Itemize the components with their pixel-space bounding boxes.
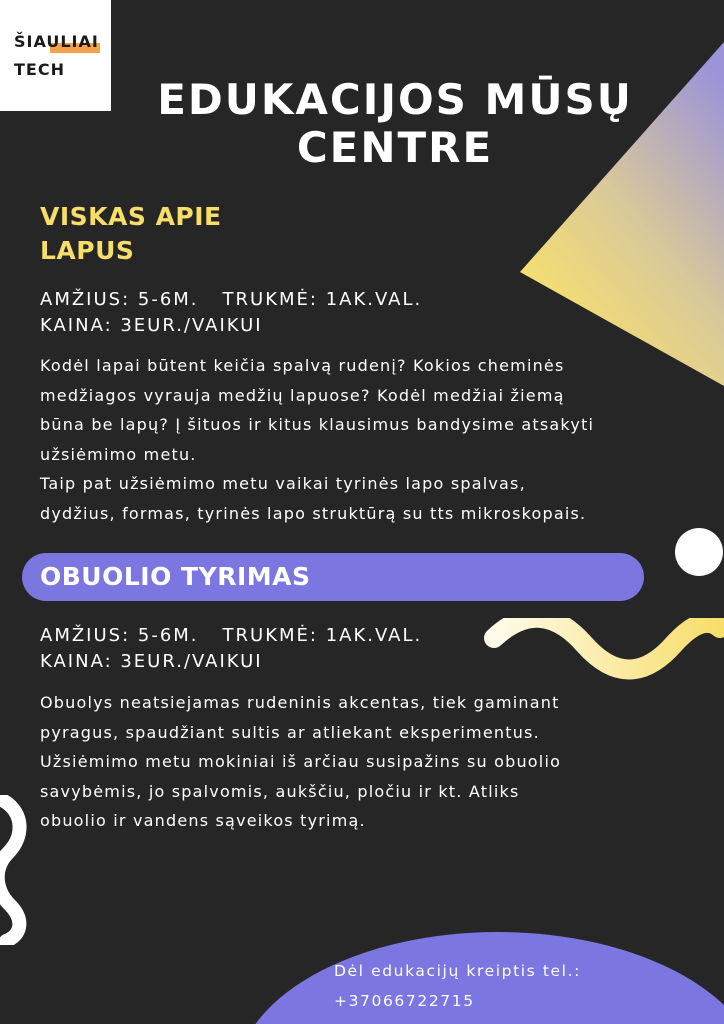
section2-duration: TRUKMĖ: 1AK.VAL. [222,625,423,646]
section1-text-line: Kodėl lapai būtent keičia spalvą rudenį? Kokios cheminės [40,356,565,375]
section2-text-line: obuolio ir vandens sąveikos tyrimą. [40,811,366,830]
section1-title [40,200,222,268]
section2-price: KAINA: 3EUR./VAIKUI [40,651,263,672]
section1-title-line2: LAPUS [40,236,135,265]
section2-age: AMŽIUS: 5-6M. [40,625,199,646]
section1-text-line: užsiėmimo metu. [40,444,197,464]
section2-title-pill [22,553,644,601]
section2-text-line: Užsiėmimo metu mokiniai iš arčiau susipažins su obuolio [40,752,562,771]
section2-text-line: pyragus, spaudžiant sultis ar atliekant eksperimentus. [40,722,540,742]
section2-text-line: Obuolys neatsiejamas rudeninis akcentas, tiek gaminant [40,693,560,712]
section2-title: OBUOLIO TYRIMAS [40,562,311,591]
logo-line2: TECH [14,60,65,79]
section1-title-line1: VISKAS APIE [40,202,222,231]
section1-text-line: būna be lapų? Į šituos ir kitus klausimus bandysime atsakyti [40,415,595,434]
page-title-line2: CENTRE [296,123,494,172]
section1-price: KAINA: 3EUR./VAIKUI [40,315,263,336]
logo-line1: ŠIAULIAI [14,32,99,51]
section1-text-line: Taip pat užsiėmimo metu vaikai tyrinės lapo spalvas, [40,474,526,493]
page-title-line1: EDUKACIJOS MŪSŲ [157,75,633,124]
contact-phone: +37066722715 [334,992,475,1010]
section1-duration: TRUKMĖ: 1AK.VAL. [222,289,423,310]
contact-label: Dėl edukacijų kreiptis tel.: [334,962,581,980]
page-title [100,76,690,172]
section2-text-line: savybėmis, jo spalvomis, aukščiu, pločiu ir kt. Atliks [40,781,520,801]
section1-text-line: dydžius, formas, tyrinės lapo struktūrą su tts mikroskopais. [40,503,587,523]
section2-meta [40,623,422,675]
contact-info [334,956,581,1016]
logo [0,0,111,111]
section1-text-line: medžiagos vyrauja medžių lapuose? Kodėl medžiai žiemą [40,385,565,405]
section2-description [40,688,712,836]
section1-age: AMŽIUS: 5-6M. [40,289,199,310]
section1-description [40,351,712,528]
section1-meta [40,287,422,339]
